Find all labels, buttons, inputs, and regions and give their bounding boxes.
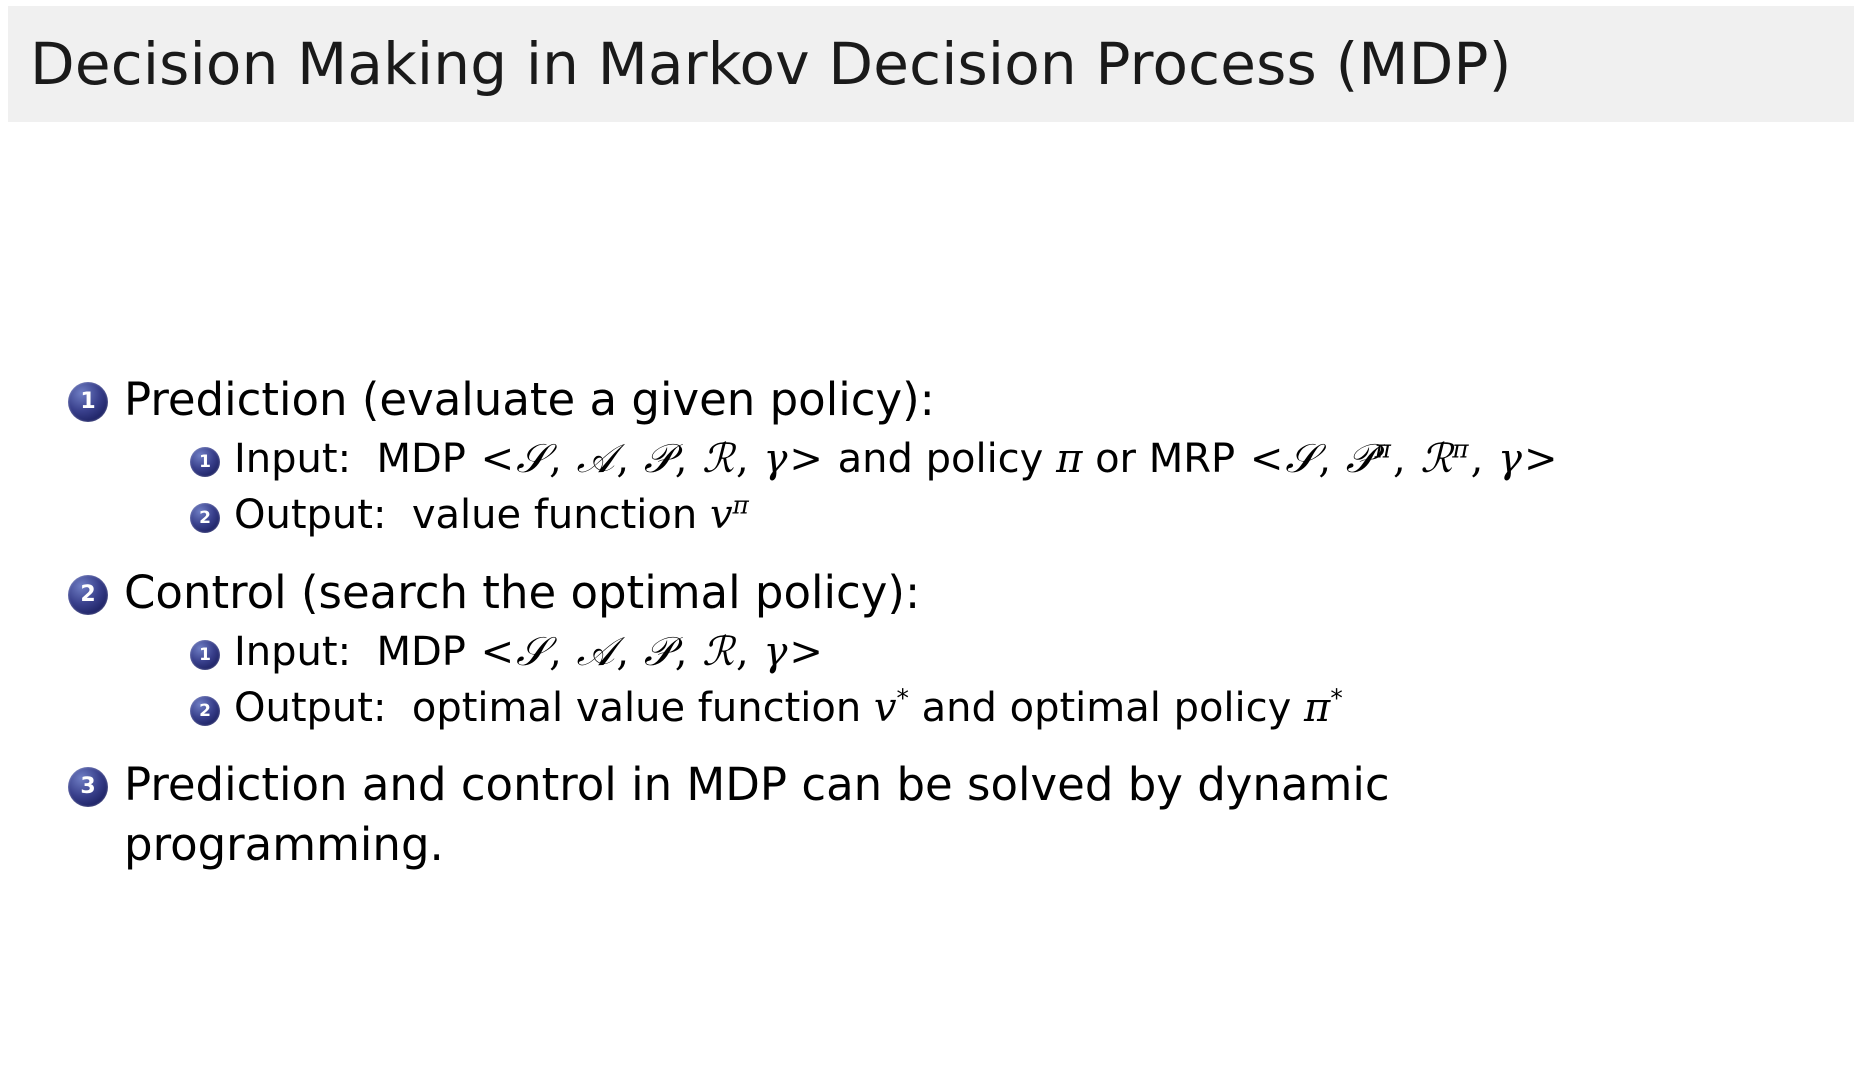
bullet-number: 1 bbox=[190, 447, 220, 477]
list-item-label: Input: MDP <𝒮, 𝒜, 𝒫, ℛ, γ> bbox=[234, 628, 823, 675]
list-item-label: Prediction and control in MDP can be solved by dynamic programming. bbox=[124, 758, 1390, 871]
bullet-number: 1 bbox=[68, 382, 108, 422]
list-item-label: Control (search the optimal policy): bbox=[124, 565, 921, 619]
bullet-number: 1 bbox=[190, 640, 220, 670]
list-item bbox=[0, 755, 1862, 874]
list-item bbox=[0, 682, 1862, 736]
bullet-number: 2 bbox=[190, 503, 220, 533]
list-item bbox=[0, 626, 1862, 680]
list-item bbox=[0, 563, 1862, 622]
numbered-bullet-icon bbox=[68, 575, 108, 615]
numbered-bullet-icon bbox=[190, 503, 220, 533]
page-title: Decision Making in Markov Decision Process (MDP) bbox=[30, 29, 1512, 98]
list-item-label: Output: optimal value function v* and optimal policy π* bbox=[234, 683, 1343, 731]
slide-title-bar bbox=[8, 6, 1854, 122]
bullet-number: 2 bbox=[190, 696, 220, 726]
numbered-bullet-icon bbox=[68, 767, 108, 807]
numbered-bullet-icon bbox=[190, 696, 220, 726]
list-item bbox=[0, 370, 1862, 429]
list-item bbox=[0, 489, 1862, 543]
bullet-number: 2 bbox=[68, 575, 108, 615]
list-item-label: Output: value function $v^\pi$ bbox=[234, 490, 749, 538]
spacer bbox=[0, 545, 1862, 563]
numbered-bullet-icon bbox=[190, 447, 220, 477]
bullet-number: 3 bbox=[68, 767, 108, 807]
numbered-bullet-icon bbox=[68, 382, 108, 422]
numbered-bullet-icon bbox=[190, 640, 220, 670]
list-item bbox=[0, 433, 1862, 487]
sublist bbox=[0, 433, 1862, 542]
spacer bbox=[0, 737, 1862, 755]
sublist bbox=[0, 626, 1862, 735]
list-item-label: Prediction (evaluate a given policy): bbox=[124, 373, 935, 426]
slide-body bbox=[0, 370, 1862, 878]
list-item-label: Input: MDP <𝒮, 𝒜, 𝒫, ℛ, γ> and policy π or MRP <𝒮, 𝒫$^\pi$, ℛ$^\pi$, γ> bbox=[234, 435, 1558, 483]
